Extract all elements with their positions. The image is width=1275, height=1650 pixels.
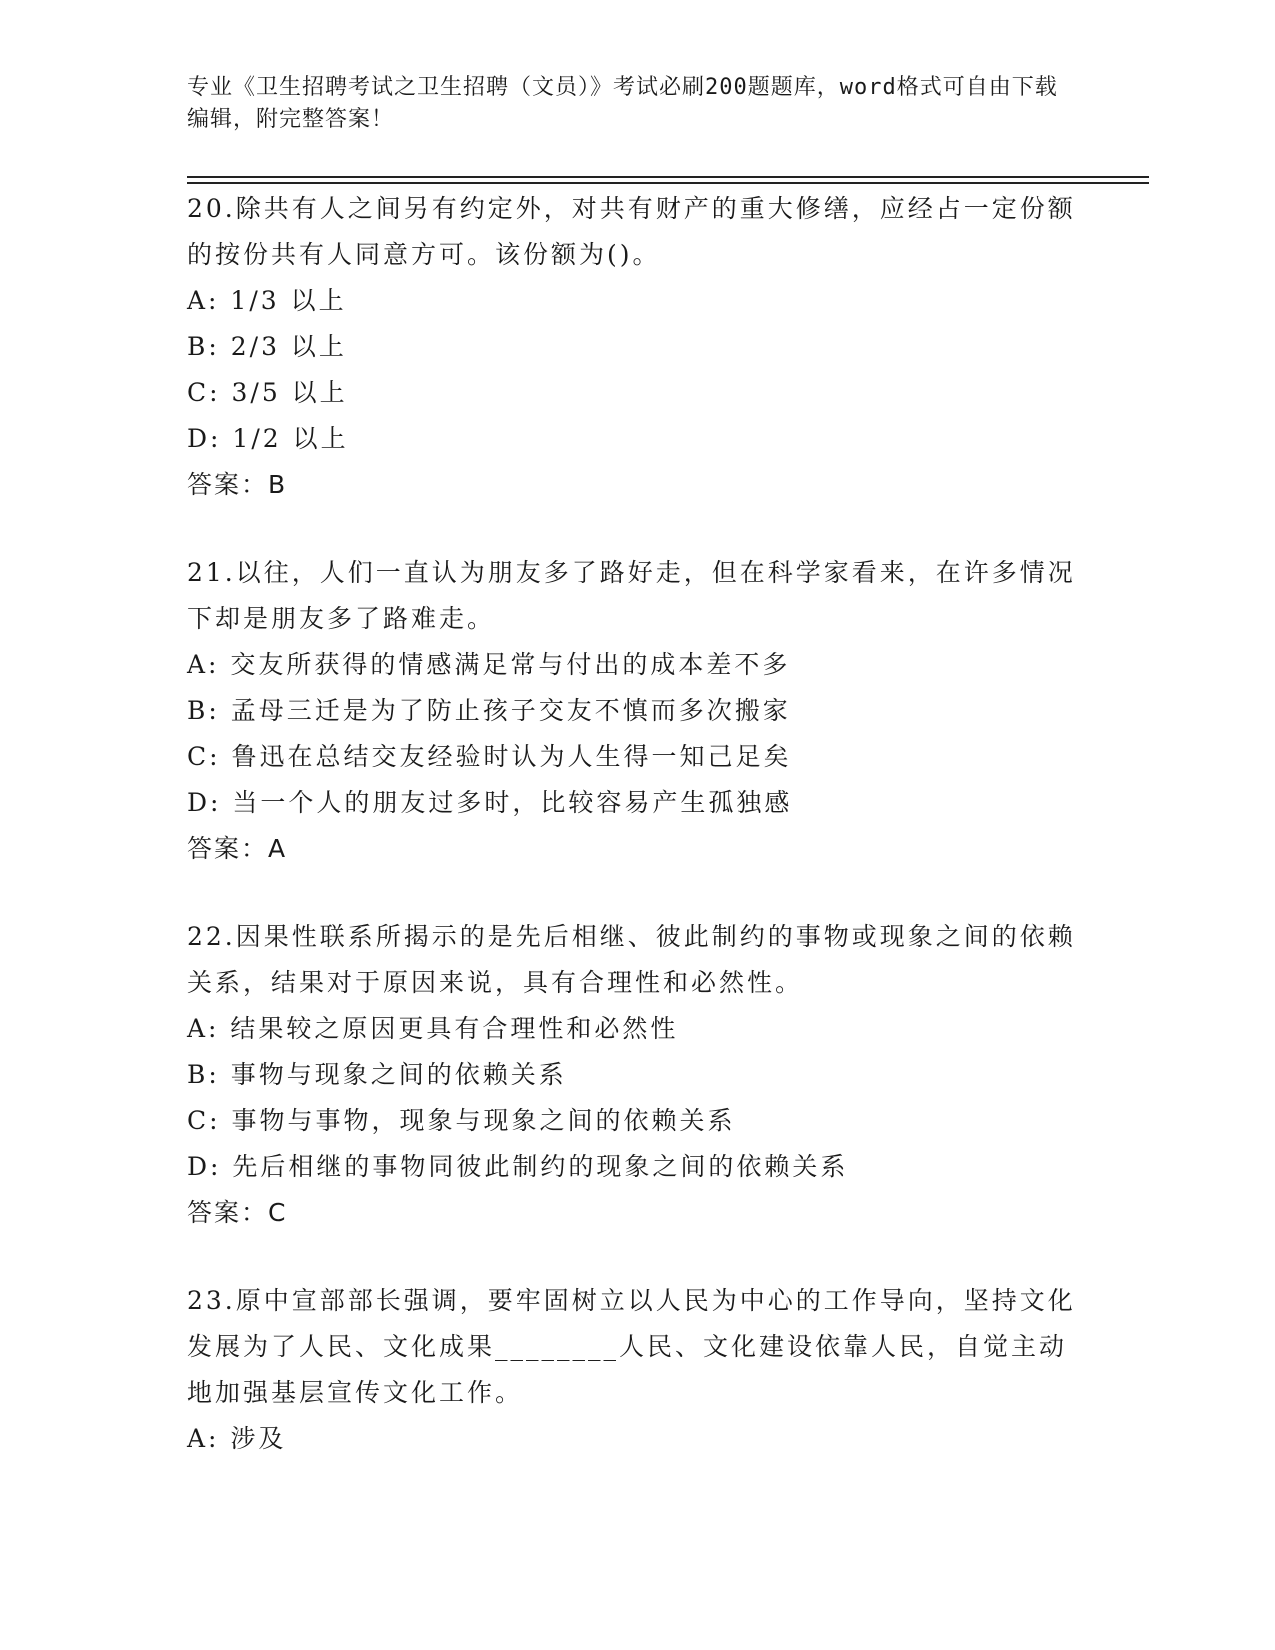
option-b: B: 2/3 以上: [187, 332, 347, 361]
document-header: 专业《卫生招聘考试之卫生招聘（文员）》考试必刷200题题库，word格式可自由下载编辑，附完整答案！: [187, 75, 1058, 132]
answer-label: 答案：: [187, 470, 269, 499]
option-c: C: 3/5 以上: [187, 378, 348, 407]
option-a: A: 涉及: [187, 1424, 287, 1453]
option-d: D: 先后相继的事物同彼此制约的现象之间的依赖关系: [187, 1152, 849, 1181]
option-a: A: 1/3 以上: [187, 286, 347, 315]
option-d: D: 当一个人的朋友过多时，比较容易产生孤独感: [187, 788, 793, 817]
answer-line: [187, 1190, 1087, 1236]
header-divider-top: [187, 176, 1149, 178]
question-22: [187, 914, 1087, 1236]
option-c: C: 鲁迅在总结交友经验时认为人生得一知己足矣: [187, 742, 792, 771]
question-list: [187, 186, 1087, 1504]
option-b: B: 孟母三迁是为了防止孩子交友不慎而多次搬家: [187, 696, 791, 725]
option-a: A: 结果较之原因更具有合理性和必然性: [187, 1014, 679, 1043]
answer-value: B: [268, 470, 288, 499]
question-23: [187, 1278, 1087, 1462]
answer-value: C: [268, 1198, 288, 1227]
question-text: 20.除共有人之间另有约定外，对共有财产的重大修缮，应经占一定份额的按份共有人同意方可。该份额为()。: [187, 194, 1076, 269]
header-divider-bottom: [187, 182, 1149, 184]
option-d: D: 1/2 以上: [187, 424, 349, 453]
answer-line: [187, 462, 1087, 508]
question-text: 23.原中宣部部长强调，要牢固树立以人民为中心的工作导向，坚持文化发展为了人民、文化成果________人民、文化建设依靠人民，自觉主动地加强基层宣传文化工作。: [187, 1286, 1076, 1407]
option-c: C: 事物与事物，现象与现象之间的依赖关系: [187, 1106, 736, 1135]
answer-value: A: [268, 834, 288, 863]
answer-label: 答案：: [187, 1198, 269, 1227]
question-text: 22.因果性联系所揭示的是先后相继、彼此制约的事物或现象之间的依赖关系，结果对于原因来说，具有合理性和必然性。: [187, 922, 1076, 997]
question-text: 21.以往，人们一直认为朋友多了路好走，但在科学家看来，在许多情况下却是朋友多了路难走。: [187, 558, 1076, 633]
question-20: [187, 186, 1087, 508]
option-a: A: 交友所获得的情感满足常与付出的成本差不多: [187, 650, 791, 679]
answer-line: [187, 826, 1087, 872]
question-21: [187, 550, 1087, 872]
option-b: B: 事物与现象之间的依赖关系: [187, 1060, 567, 1089]
answer-label: 答案：: [187, 834, 269, 863]
